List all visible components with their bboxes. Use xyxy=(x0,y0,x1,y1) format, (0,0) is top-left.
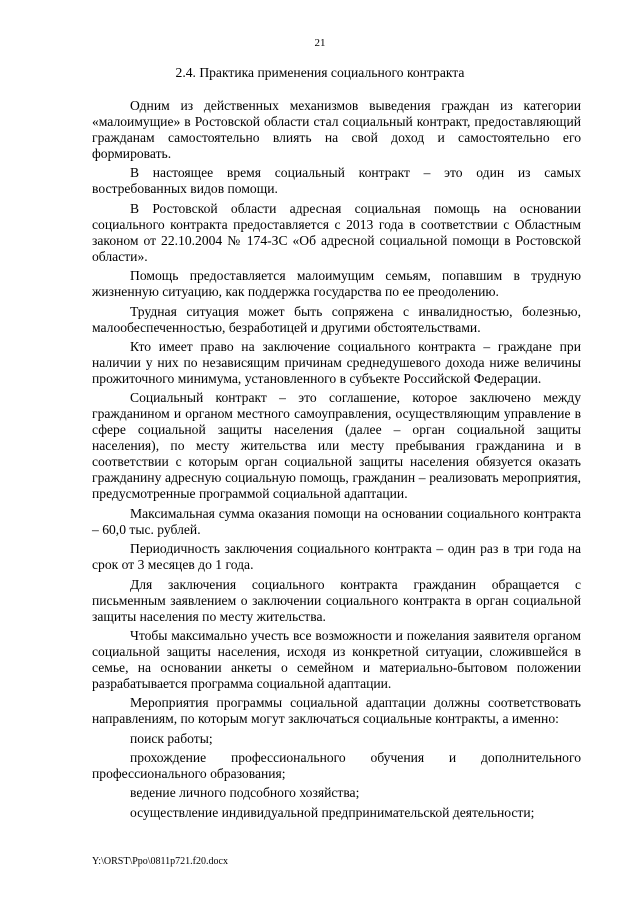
page-number: 21 xyxy=(314,37,326,49)
list-item-personal-farming: ведение личного подсобного хозяйства; xyxy=(130,785,360,801)
paragraph-assistance-target: Помощь предоставляется малоимущим семьям, попавшим в трудную жизненную ситуацию, как поддержка государства по ее преодолению. xyxy=(92,268,581,300)
list-item-job-search: поиск работы; xyxy=(130,730,213,746)
section-title: 2.4. Практика применения социального контракта xyxy=(175,65,465,80)
paragraph-contract-definition: Социальный контракт – это соглашение, которое заключено между гражданином и органом местного самоуправления, осуществляющим управление в сфере социальной защиты населения (далее – орган социальной защиты населения), по месту жительства или месту пребывания гражданина и в соответствии с которым орган социальной защиты населения обязуется оказать гражданину адресную социальную помощь, гражданин – реализовать мероприятия, предусмотренные программой социальной адаптации. xyxy=(92,390,581,502)
body-text xyxy=(92,98,581,824)
paragraph-current-demand: В настоящее время социальный контракт – это один из самых востребованных видов помощи. xyxy=(92,165,581,197)
list-item-professional-training: прохождение профессионального обучения и дополнительного профессионального образования; xyxy=(92,750,581,782)
paragraph-program-directions: Мероприятия программы социальной адаптации должны соответствовать направлениям, по которым могут заключаться социальные контракты, а именно: xyxy=(92,695,581,727)
paragraph-difficult-situation: Трудная ситуация может быть сопряжена с инвалидностью, болезнью, малообеспеченностью, безработицей и другими обстоятельствами. xyxy=(92,303,581,335)
paragraph-adaptation-program: Чтобы максимально учесть все возможности и пожелания заявителя органом социальной защиты населения, исходя из конкретной ситуации, сложившейся в семье, на основании анкеты о семейном и материально-бытовом положении разрабатывается программа социальной адаптации. xyxy=(92,627,581,691)
footer-file-path: Y:\ORST\Ppo\0811p721.f20.docx xyxy=(92,856,228,867)
paragraph-application: Для заключения социального контракта гражданин обращается с письменным заявлением о заключении социального контракта в орган социальной защиты населения по месту жительства. xyxy=(92,576,581,624)
paragraph-social-contract-mechanism: Одним из действенных механизмов выведения граждан из категории «малоимущие» в Ростовской области стал социальный контракт, предоставляющий гражданам самостоятельно влиять на свой доход и самостоятельно его формировать. xyxy=(92,98,581,161)
paragraph-eligibility: Кто имеет право на заключение социального контракта – граждане при наличии у них по независящим причинам среднедушевого дохода ниже величины прожиточного минимума, установленного в субъекте Российской Федерации. xyxy=(92,338,581,386)
paragraph-frequency: Периодичность заключения социального контракта – один раз в три года на срок от 3 месяцев до 1 года. xyxy=(92,541,581,573)
paragraph-maximum-amount: Максимальная сумма оказания помощи на основании социального контракта – 60,0 тыс. рублей. xyxy=(92,505,581,537)
paragraph-regional-law: В Ростовской области адресная социальная помощь на основании социального контракта предоставляется с 2013 года в соответствии с Областным законом от 22.10.2004 № 174-ЗС «Об адресной социальной помощи в Ростовской области». xyxy=(92,200,581,264)
list-item-entrepreneurship: осуществление индивидуальной предпринимательской деятельности; xyxy=(130,804,535,820)
